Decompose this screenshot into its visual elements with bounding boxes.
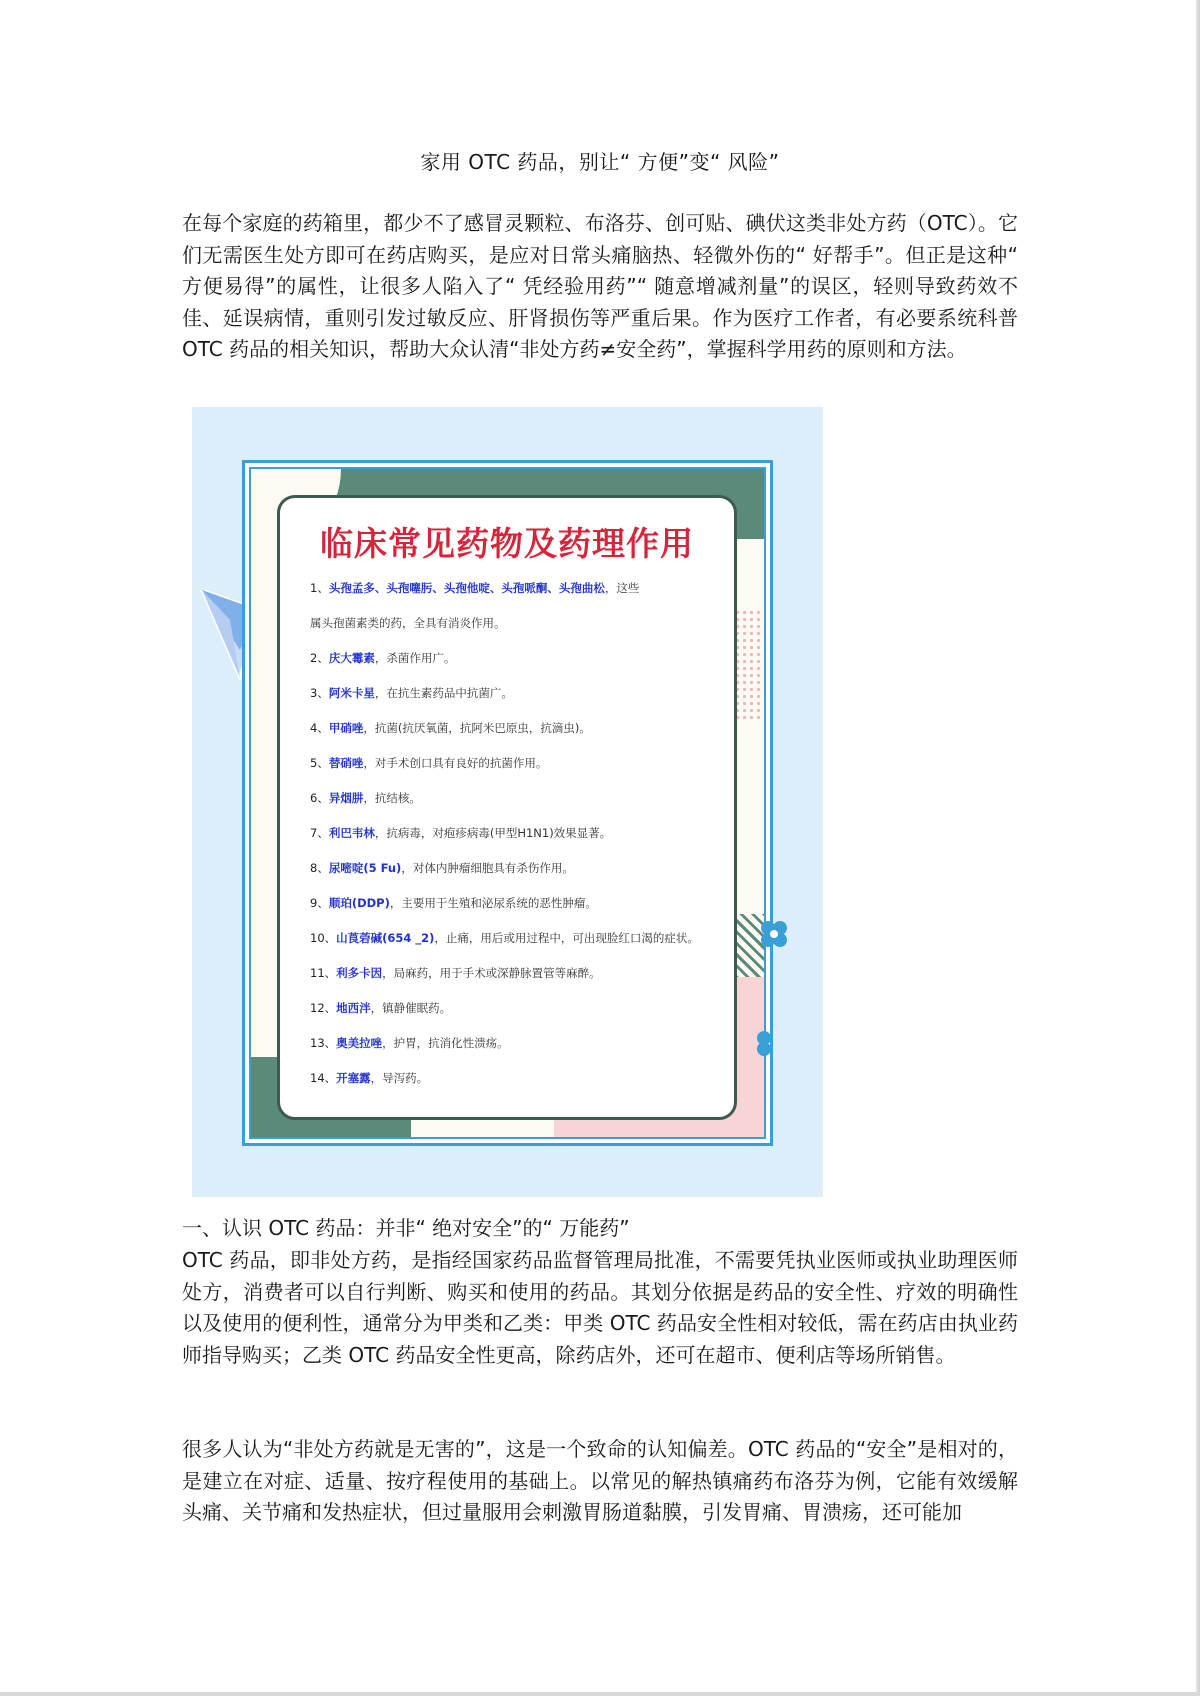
drug-list-item <box>310 1035 700 1052</box>
drug-list-item <box>310 790 700 807</box>
drug-list-item <box>310 720 700 737</box>
item-number: 11、 <box>310 966 337 980</box>
item-number: 5、 <box>310 756 329 770</box>
item-number: 12、 <box>310 1001 337 1015</box>
drug-description: ，护胃，抗消化性溃疡。 <box>382 1036 509 1050</box>
item-number: 8、 <box>310 861 329 875</box>
drug-name: 地西泮 <box>336 1001 371 1015</box>
item-number: 3、 <box>310 686 329 700</box>
drug-list-item <box>310 615 700 632</box>
item-number: 10、 <box>310 931 337 945</box>
item-number: 14、 <box>310 1071 337 1085</box>
drug-list-item <box>310 685 700 702</box>
drug-description: ，杀菌作用广。 <box>374 651 456 665</box>
drug-description: ，抗结核。 <box>363 791 421 805</box>
drug-list-item <box>310 1070 700 1087</box>
item-number: 4、 <box>310 721 329 735</box>
page-edge-shadow <box>1196 0 1200 1696</box>
drug-description: ，局麻药，用于手术或深静脉置管等麻醉。 <box>382 966 601 980</box>
item-number: 1、 <box>310 581 329 595</box>
drug-description: ，止痛，用后或用过程中，可出现脸红口渴的症状。 <box>434 931 699 945</box>
drug-description: ，这些 <box>604 581 640 595</box>
poster-title: 临床常见药物及药理作用 <box>320 524 694 563</box>
drug-list-item <box>310 650 700 667</box>
item-number: 9、 <box>310 896 329 910</box>
drug-description: ，导泻药。 <box>370 1071 429 1085</box>
drug-list-item <box>310 860 700 877</box>
drug-name: 奥美拉唑 <box>336 1036 383 1050</box>
drug-list-item <box>310 965 700 982</box>
drug-list-item <box>310 1000 700 1017</box>
drug-name: 开塞露 <box>336 1071 371 1085</box>
drug-name: 头孢孟多、头孢噻肟、头孢他啶、头孢哌酮、头孢曲松 <box>328 581 605 595</box>
drug-description: ，对体内肿瘤细胞具有杀伤作用。 <box>401 861 574 875</box>
drug-name: 庆大霉素 <box>328 651 375 665</box>
flower-decoration-icon <box>758 918 790 950</box>
item-number: 7、 <box>310 826 329 840</box>
decor-dots <box>734 609 762 719</box>
document-title: 家用 OTC 药品，别让“ 方便”变“ 风险” <box>420 150 780 174</box>
drug-name: 阿米卡星 <box>328 686 375 700</box>
drug-name: 甲硝唑 <box>328 721 364 735</box>
drug-list-item <box>310 580 700 597</box>
drug-name: 顺珀(DDP) <box>328 896 390 910</box>
page-bottom-shadow <box>0 1692 1200 1696</box>
flower-decoration-icon <box>756 1028 782 1058</box>
drug-list-item <box>310 825 700 842</box>
drug-list <box>310 580 700 1087</box>
drug-name: 利巴韦林 <box>328 826 375 840</box>
drug-list-item <box>310 895 700 912</box>
section-paragraph-1: OTC 药品，即非处方药，是指经国家药品监督管理局批准，不需要凭执业医师或执业助理医师处方，消费者可以自行判断、购买和使用的药品。其划分依据是药品的安全性、疗效的明确性以及使用的便利性，通常分为甲类和乙类：甲类 OTC 药品安全性相对较低，需在药店由执业药师指导购买；乙类 OTC 药品安全性更高，除药店外，还可在超市、便利店等场所销售。 <box>182 1248 1018 1367</box>
drug-list-item <box>310 755 700 772</box>
item-number: 2、 <box>310 651 329 665</box>
drug-description: ，主要用于生殖和泌尿系统的恶性肿瘤。 <box>389 896 597 910</box>
drug-list-item <box>310 930 700 947</box>
drug-name: 替硝唑 <box>328 756 364 770</box>
drug-description: ，镇静催眠药。 <box>370 1001 452 1015</box>
drug-name: 利多卡因 <box>336 966 383 980</box>
intro-paragraph: 在每个家庭的药箱里，都少不了感冒灵颗粒、布洛芬、创可贴、碘伏这类非处方药（OTC）。它们无需医生处方即可在药店购买，是应对日常头痛脑热、轻微外伤的“ 好帮手”。但正是这种“ 方便易得”的属性，让很多人陷入了“ 凭经验用药”“ 随意增减剂量”的误区，轻则导致药效不佳、延误病情，重则引发过敏反应、肝肾损伤等严重后果。作为医疗工作者，有必要系统科普 OTC 药品的相关知识，帮助大众认清“非处方药≠安全药”，掌握科学用药的原则和方法。 <box>182 211 1018 361</box>
drug-description: ，对手术创口具有良好的抗菌作用。 <box>363 756 548 770</box>
drug-description: 属头孢菌素类的药，全具有消炎作用。 <box>310 616 506 630</box>
item-number: 13、 <box>310 1036 337 1050</box>
drug-name: 异烟肼 <box>328 791 364 805</box>
drug-name: 尿嘧啶(5 Fu) <box>328 861 402 875</box>
drug-description: ，在抗生素药品中抗菌广。 <box>374 686 513 700</box>
poster-card <box>277 495 737 1120</box>
drug-description: ，抗菌(抗厌氧菌，抗阿米巴原虫，抗滴虫)。 <box>363 721 591 735</box>
section-heading: 一、认识 OTC 药品：并非“ 绝对安全”的“ 万能药” <box>182 1216 630 1240</box>
section-paragraph-2: 很多人认为“非处方药就是无害的”，这是一个致命的认知偏差。OTC 药品的“安全”是相对的，是建立在对症、适量、按疗程使用的基础上。以常见的解热镇痛药布洛芬为例，它能有效缓解头痛、关节痛和发热症状，但过量服用会刺激胃肠道黏膜，引发胃痛、胃溃疡，还可能加 <box>182 1437 1018 1524</box>
drug-description: ，抗病毒，对疱疹病毒(甲型H1N1)效果显著。 <box>374 826 612 840</box>
drug-name: 山莨菪碱(654 _2) <box>336 931 435 945</box>
item-number: 6、 <box>310 791 329 805</box>
